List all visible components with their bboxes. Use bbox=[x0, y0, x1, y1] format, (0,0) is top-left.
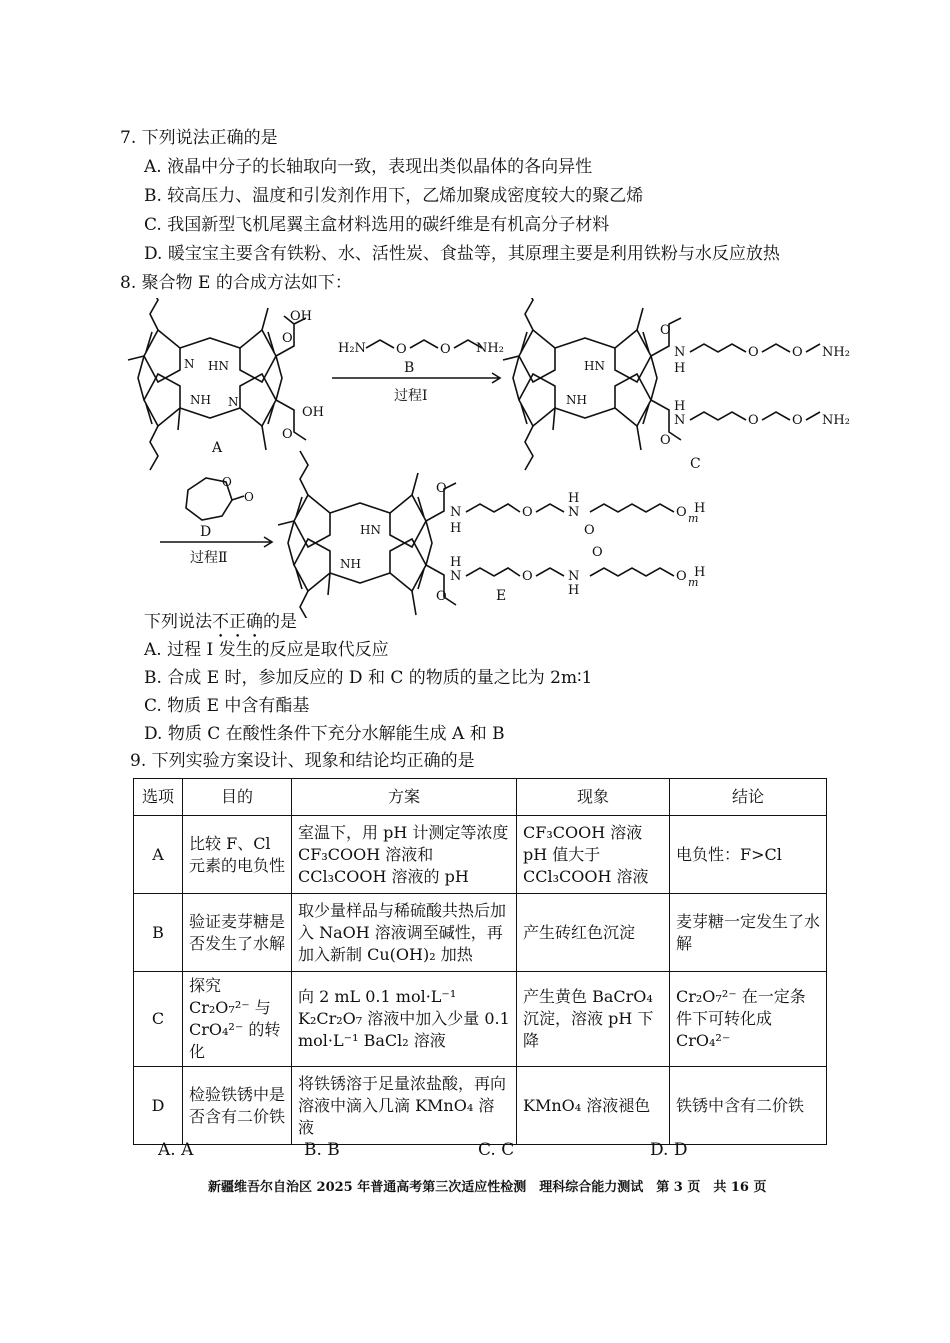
q9-answer-d: D. D bbox=[650, 1140, 688, 1160]
row-b-scheme: 取少量样品与稀硫酸共热后加入 NaOH 溶液调至碱性，再加入新制 Cu(OH)₂ 加热 bbox=[292, 894, 517, 972]
c-o-2-top: O bbox=[792, 345, 803, 360]
label-b: B bbox=[404, 360, 415, 376]
experiment-table bbox=[133, 778, 827, 1145]
q8-option-d: D. 物质 C 在酸性条件下充分水解能生成 A 和 B bbox=[144, 724, 505, 744]
row-d-phenomenon: KMnO₄ 溶液褪色 bbox=[517, 1067, 670, 1145]
process-1-label: 过程Ⅰ bbox=[394, 388, 428, 404]
process-2-label: 过程Ⅱ bbox=[190, 550, 228, 566]
e-o-1-top: O bbox=[522, 505, 533, 520]
table-row bbox=[134, 972, 827, 1067]
e-h2-bottom: H bbox=[568, 583, 580, 598]
a-hn: HN bbox=[208, 359, 229, 373]
d-carbonyl-o: O bbox=[244, 490, 254, 504]
row-b-purpose: 验证麦芽糖是否发生了水解 bbox=[183, 894, 292, 972]
q8-sub-stem-emphasis: 不正确 bbox=[212, 612, 263, 632]
c-o-carbonyl-bottom: O bbox=[660, 433, 671, 448]
e-hn: HN bbox=[360, 523, 381, 537]
q7-option-b: B. 较高压力、温度和引发剂作用下，乙烯加聚成密度较大的聚乙烯 bbox=[144, 186, 644, 206]
header-phenomenon: 现象 bbox=[517, 779, 670, 816]
e-o-amide-bottom: O bbox=[592, 545, 603, 560]
e-o-end-top: O bbox=[676, 505, 687, 520]
q8-option-a: A. 过程 Ⅰ 发生的反应是取代反应 bbox=[144, 640, 389, 660]
c-h-bottom: H bbox=[674, 399, 686, 414]
q8-option-b: B. 合成 E 时，参加反应的 D 和 C 的物质的量之比为 2m∶1 bbox=[144, 668, 593, 688]
c-n-top: N bbox=[674, 345, 686, 360]
e-m-bottom: m bbox=[688, 576, 699, 589]
q9-answer-a: A. A bbox=[158, 1140, 194, 1160]
row-a-option: A bbox=[134, 816, 183, 894]
b-chain bbox=[366, 340, 482, 348]
b-nh2: NH₂ bbox=[476, 341, 504, 356]
e-n-bottom: N bbox=[450, 569, 462, 584]
arrow-process-2 bbox=[160, 537, 272, 547]
q8-sub-stem-post: 的是 bbox=[263, 612, 297, 632]
q8-option-c: C. 物质 E 中含有酯基 bbox=[144, 696, 310, 716]
table-header-row bbox=[134, 779, 827, 816]
e-o-amide-top: O bbox=[584, 523, 595, 538]
e-h-end-bottom: H bbox=[694, 565, 706, 580]
c-o-1-top: O bbox=[748, 345, 759, 360]
e-n2-bottom: N bbox=[568, 569, 580, 584]
c-hn: HN bbox=[584, 359, 605, 373]
q8-stem: 8. 聚合物 E 的合成方法如下： bbox=[120, 273, 352, 293]
row-b-option: B bbox=[134, 894, 183, 972]
q7-option-a: A. 液晶中分子的长轴取向一致，表现出类似晶体的各向异性 bbox=[144, 157, 593, 177]
c-n-bottom: N bbox=[674, 413, 686, 428]
header-option: 选项 bbox=[134, 779, 183, 816]
a-oh-top: OH bbox=[290, 309, 312, 324]
header-scheme: 方案 bbox=[292, 779, 517, 816]
a-o-bottom: O bbox=[282, 427, 293, 442]
e-n2-top: N bbox=[568, 505, 580, 520]
e-n-top: N bbox=[450, 505, 462, 520]
q7-stem: 7. 下列说法正确的是 bbox=[120, 128, 278, 148]
q7-option-d: D. 暖宝宝主要含有铁粉、水、活性炭、食盐等，其原理主要是利用铁粉与水反应放热 bbox=[144, 244, 780, 264]
header-purpose: 目的 bbox=[183, 779, 292, 816]
label-a: A bbox=[212, 440, 223, 456]
q9-answer-b: B. B bbox=[304, 1140, 340, 1160]
row-a-purpose: 比较 F、Cl 元素的电负性 bbox=[183, 816, 292, 894]
row-d-purpose: 检验铁锈中是否含有二价铁 bbox=[183, 1067, 292, 1145]
row-b-conclusion: 麦芽糖一定发生了水解 bbox=[670, 894, 827, 972]
a-n-bottom: N bbox=[228, 395, 239, 409]
c-o-2-bottom: O bbox=[792, 413, 803, 428]
q7-option-c: C. 我国新型飞机尾翼主盒材料选用的碳纤维是有机高分子材料 bbox=[144, 215, 610, 235]
row-a-phenomenon: CF₃COOH 溶液 pH 值大于 CCl₃COOH 溶液 bbox=[517, 816, 670, 894]
e-h-top: H bbox=[450, 521, 462, 536]
table-row bbox=[134, 816, 827, 894]
d-carbonyl bbox=[232, 496, 244, 500]
e-o-carbonyl-bottom: O bbox=[436, 589, 447, 604]
a-n-top: N bbox=[184, 357, 195, 371]
e-nh: NH bbox=[340, 557, 361, 571]
c-nh: NH bbox=[566, 393, 587, 407]
q8-sub-stem bbox=[144, 612, 297, 642]
q9-stem: 9. 下列实验方案设计、现象和结论均正确的是 bbox=[130, 751, 475, 771]
c-h-top: H bbox=[674, 361, 686, 376]
table-row bbox=[134, 894, 827, 972]
c-nh2-bottom: NH₂ bbox=[822, 413, 850, 428]
label-d: D bbox=[200, 524, 212, 540]
c-nh2-top: NH₂ bbox=[822, 345, 850, 360]
label-c: C bbox=[690, 456, 701, 472]
compound-c-structure bbox=[503, 298, 681, 470]
a-oh-bottom: OH bbox=[302, 405, 324, 420]
page-footer: 新疆维吾尔自治区 2025 年普通高考第三次适应性检测 理科综合能力测试 第 3 页 共 16 页 bbox=[208, 1180, 767, 1195]
b-o-1: O bbox=[396, 342, 407, 357]
a-o-top: O bbox=[282, 331, 293, 346]
q8-sub-stem-pre: 下列说法 bbox=[144, 612, 212, 632]
c-o-1-bottom: O bbox=[748, 413, 759, 428]
e-o-1-bottom: O bbox=[522, 569, 533, 584]
label-e: E bbox=[496, 588, 507, 604]
row-c-option: C bbox=[134, 972, 183, 1067]
row-d-conclusion: 铁锈中含有二价铁 bbox=[670, 1067, 827, 1145]
row-d-scheme: 将铁锈溶于足量浓盐酸，再向溶液中滴入几滴 KMnO₄ 溶液 bbox=[292, 1067, 517, 1145]
row-c-scheme: 向 2 mL 0.1 mol·L⁻¹ K₂Cr₂O₇ 溶液中加入少量 0.1 mol·L⁻¹ BaCl₂ 溶液 bbox=[292, 972, 517, 1067]
e-h-bottom: H bbox=[450, 555, 462, 570]
e-o-end-bottom: O bbox=[676, 569, 687, 584]
e-o-carbonyl-top: O bbox=[436, 481, 447, 496]
row-c-conclusion: Cr₂O₇²⁻ 在一定条件下可转化成 CrO₄²⁻ bbox=[670, 972, 827, 1067]
header-conclusion: 结论 bbox=[670, 779, 827, 816]
arrow-process-1 bbox=[332, 373, 500, 383]
q9-answer-c: C. C bbox=[478, 1140, 515, 1160]
c-o-carbonyl-top: O bbox=[660, 323, 671, 338]
row-c-phenomenon: 产生黄色 BaCrO₄ 沉淀，溶液 pH 下降 bbox=[517, 972, 670, 1067]
row-c-purpose: 探究 Cr₂O₇²⁻ 与 CrO₄²⁻ 的转化 bbox=[183, 972, 292, 1067]
row-a-scheme: 室温下，用 pH 计测定等浓度 CF₃COOH 溶液和 CCl₃COOH 溶液的 pH bbox=[292, 816, 517, 894]
b-h2n: H₂N bbox=[338, 341, 366, 356]
row-d-option: D bbox=[134, 1067, 183, 1145]
synthesis-scheme bbox=[0, 298, 950, 618]
table-row bbox=[134, 1067, 827, 1145]
row-a-conclusion: 电负性：F>Cl bbox=[670, 816, 827, 894]
a-nh: NH bbox=[190, 393, 211, 407]
e-m-top: m bbox=[688, 512, 699, 525]
e-nh-top: H bbox=[568, 491, 580, 506]
e-h-end-top: H bbox=[694, 501, 706, 516]
d-ring-o: O bbox=[222, 475, 232, 489]
row-b-phenomenon: 产生砖红色沉淀 bbox=[517, 894, 670, 972]
b-o-2: O bbox=[440, 342, 451, 357]
